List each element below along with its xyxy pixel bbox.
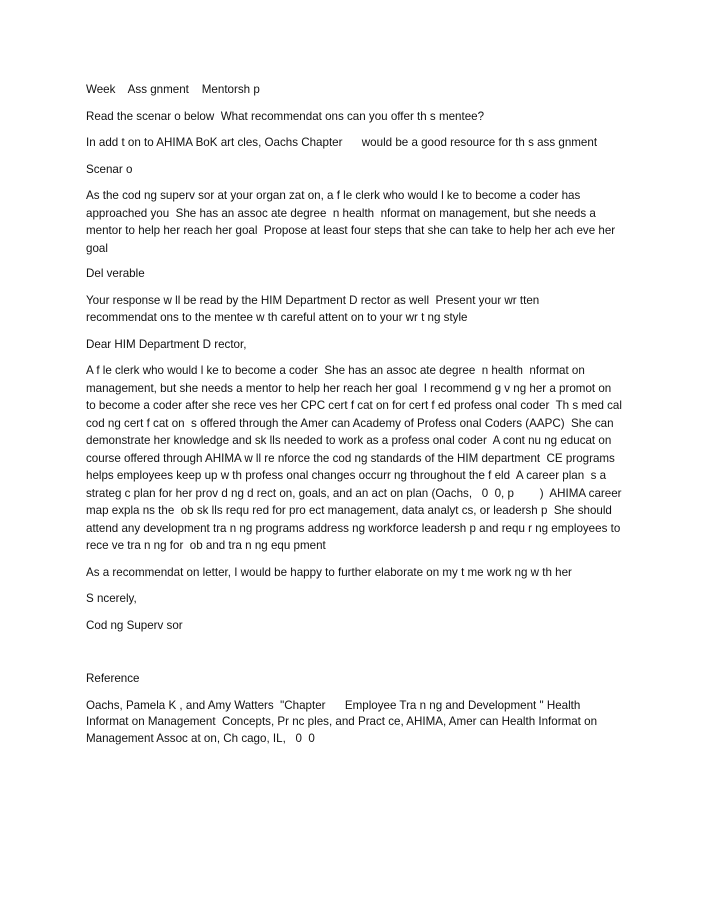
reference-line: Oachs, Pamela K , and Amy Watters "Chapter Employee Tra n ng and Development " Health	[86, 699, 581, 712]
signature: Cod ng Superv sor	[86, 619, 183, 632]
body-line: map expla ns the ob sk lls requ red for pro ect management, data analyt cs, or leadersh p She should	[86, 504, 612, 517]
resource-text: In add t on to AHIMA BoK art cles, Oachs Chapter would be a good resource for th s ass gnment	[86, 136, 598, 149]
body-line: cod ng cert f cat on s offered through the Amer can Academy of Profess onal Coders (AAPC) She can	[86, 417, 614, 430]
body-line: A f le clerk who would l ke to become a coder She has an assoc ate degree n health nformat on	[86, 364, 585, 377]
deliverable-line: recommendat ons to the mentee w th careful attent on to your wr t ng style	[86, 311, 468, 324]
scenario-label: Scenar o	[86, 163, 133, 176]
closing-text: As a recommendat on letter, I would be happy to further elaborate on my t me work ng w th her	[86, 566, 572, 579]
body-line: to become a coder after she rece ves her CPC cert f cat on for cert f ed profess onal coder Th s med cal	[86, 399, 622, 412]
reference-line: Informat on Management Concepts, Pr nc ples, and Pract ce, AHIMA, Amer can Health Informat on	[86, 715, 598, 728]
body-line: attend any development tra n ng programs address ng workforce leadersh p and requ r ng employees to	[86, 522, 621, 535]
body-line: course offered through AHIMA w ll re nforce the cod ng standards of the HIM department CE programs	[86, 452, 615, 465]
body-line: management, but she needs a mentor to help her reach her goal I recommend g v ng her a promot on	[86, 382, 612, 395]
deliverable-label: Del verable	[86, 267, 145, 280]
reference-label: Reference	[86, 672, 140, 685]
deliverable-line: Your response w ll be read by the HIM Department D rector as well Present your wr tten	[86, 294, 540, 307]
reference-line: Management Assoc at on, Ch cago, IL, 0 0	[86, 732, 315, 745]
scenario-line: mentor to help her reach her goal Propose at least four steps that she can take to help her ach eve her	[86, 224, 616, 237]
assignment-heading: Week Ass gnment Mentorsh p	[86, 83, 260, 96]
body-line: rece ve tra n ng for ob and tra n ng equ pment	[86, 539, 326, 552]
scenario-line: As the cod ng superv sor at your organ zat on, a f le clerk who would l ke to become a coder has	[86, 189, 581, 202]
scenario-line: approached you She has an assoc ate degree n health nformat on management, but she needs a	[86, 207, 596, 220]
body-line: demonstrate her knowledge and sk lls needed to work as a profess onal coder A cont nu ng educat on	[86, 434, 612, 447]
signoff: S ncerely,	[86, 592, 137, 605]
body-line: helps employees keep up w th profess onal changes occurr ng throughout the f eld A career plan s a	[86, 469, 607, 482]
body-line: strateg c plan for her prov d ng d rect on, goals, and an act on plan (Oachs, 0 0, p ) AHIMA career	[86, 487, 622, 500]
prompt-text: Read the scenar o below What recommendat ons can you offer th s mentee?	[86, 110, 485, 123]
salutation: Dear HIM Department D rector,	[86, 338, 247, 351]
scenario-line: goal	[86, 242, 108, 255]
